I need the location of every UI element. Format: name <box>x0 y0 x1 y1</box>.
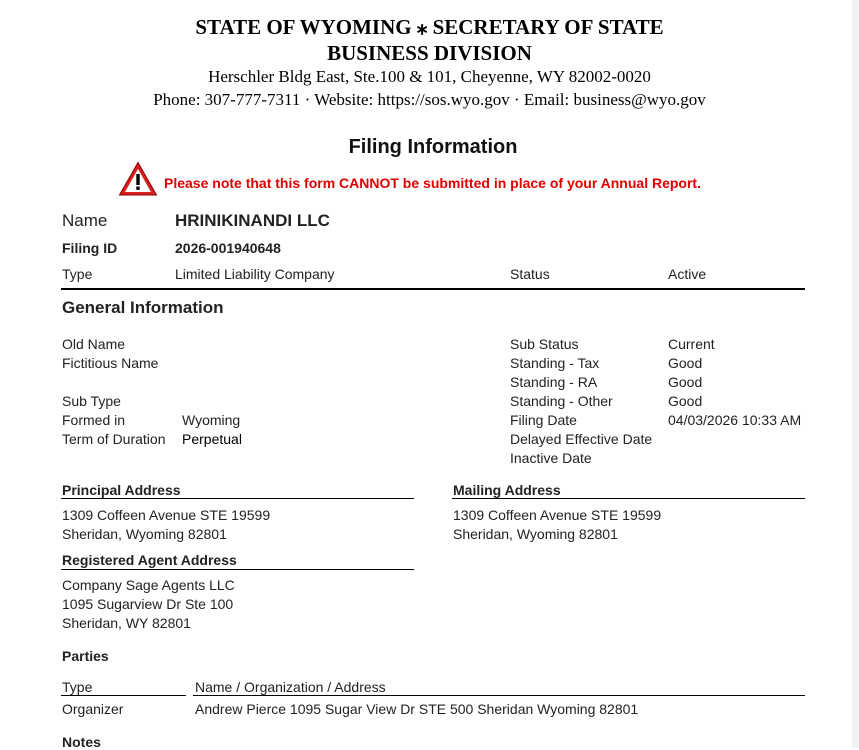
standing-tax-value: Good <box>668 355 703 371</box>
name-label: Name <box>62 211 108 230</box>
status-value: Active <box>668 266 707 282</box>
page-title: Filing Information <box>348 136 518 158</box>
parties-type-rule <box>61 695 186 696</box>
registered-agent-rule <box>61 569 414 570</box>
principal-address-heading: Principal Address <box>62 482 181 498</box>
summary-divider <box>61 288 805 290</box>
type-value: Limited Liability Company <box>175 266 335 282</box>
standing-tax-label: Standing - Tax <box>510 355 600 371</box>
mailing-address-line2: Sheridan, Wyoming 82801 <box>453 526 618 542</box>
header-separator: ⁎ <box>416 15 428 39</box>
term-label: Term of Duration <box>62 431 166 447</box>
registered-agent-heading: Registered Agent Address <box>62 552 237 568</box>
filing-date-value: 04/03/2026 10:33 AM <box>668 412 802 428</box>
mailing-address-rule <box>452 498 805 499</box>
fictitious-name-label: Fictitious Name <box>62 355 159 371</box>
old-name-label: Old Name <box>62 336 126 352</box>
parties-col-name: Name / Organization / Address <box>195 679 386 695</box>
formed-in-label: Formed in <box>62 412 126 428</box>
status-label: Status <box>510 266 550 282</box>
general-heading: General Information <box>62 298 224 317</box>
parties-name-rule <box>193 695 805 696</box>
delayed-effective-date-label: Delayed Effective Date <box>510 431 653 447</box>
sub-status-value: Current <box>668 336 715 352</box>
mailing-address-line1: 1309 Coffeen Avenue STE 19599 <box>453 507 662 523</box>
registered-agent-line3: Sheridan, WY 82801 <box>62 615 191 631</box>
sub-type-label: Sub Type <box>62 393 121 409</box>
parties-row-type: Organizer <box>62 701 124 717</box>
principal-address-line2: Sheridan, Wyoming 82801 <box>62 526 227 542</box>
filing-id-value: 2026-001940648 <box>175 240 281 256</box>
parties-row-name: Andrew Pierce 1095 Sugar View Dr STE 500 Sheridan Wyoming 82801 <box>195 701 639 717</box>
warning-text: Please note that this form CANNOT be submitted in place of your Annual Report. <box>164 175 701 191</box>
registered-agent-line2: 1095 Sugarview Dr Ste 100 <box>62 596 234 612</box>
mailing-address-heading: Mailing Address <box>453 482 561 498</box>
principal-address-rule <box>61 498 414 499</box>
parties-heading: Parties <box>62 648 109 664</box>
filing-id-label: Filing ID <box>62 240 118 256</box>
notes-heading: Notes <box>62 734 101 750</box>
filing-date-label: Filing Date <box>510 412 577 428</box>
principal-address-line1: 1309 Coffeen Avenue STE 19599 <box>62 507 271 523</box>
formed-in-value: Wyoming <box>182 412 241 428</box>
sub-status-label: Sub Status <box>510 336 579 352</box>
header-line1 <box>0 15 859 40</box>
registered-agent-line1: Company Sage Agents LLC <box>62 577 235 593</box>
header-secretary: SECRETARY OF STATE <box>432 15 664 39</box>
inactive-date-label: Inactive Date <box>510 450 592 466</box>
name-value: HRINIKINANDI LLC <box>175 211 330 230</box>
header-division: BUSINESS DIVISION <box>327 41 532 65</box>
standing-other-value: Good <box>668 393 703 409</box>
header-contact: Phone: 307-777-7311 · Website: https://sos.wyo.gov · Email: business@wyo.gov <box>153 90 706 109</box>
term-value: Perpetual <box>182 431 242 447</box>
type-label: Type <box>62 266 93 282</box>
standing-ra-value: Good <box>668 374 703 390</box>
standing-other-label: Standing - Other <box>510 393 613 409</box>
header-address: Herschler Bldg East, Ste.100 & 101, Cheyenne, WY 82002-0020 <box>208 67 651 86</box>
page-gutter <box>852 0 859 748</box>
parties-col-type: Type <box>62 679 93 695</box>
header-state: STATE OF WYOMING <box>195 15 412 39</box>
warning-triangle-icon <box>118 161 158 202</box>
standing-ra-label: Standing - RA <box>510 374 598 390</box>
